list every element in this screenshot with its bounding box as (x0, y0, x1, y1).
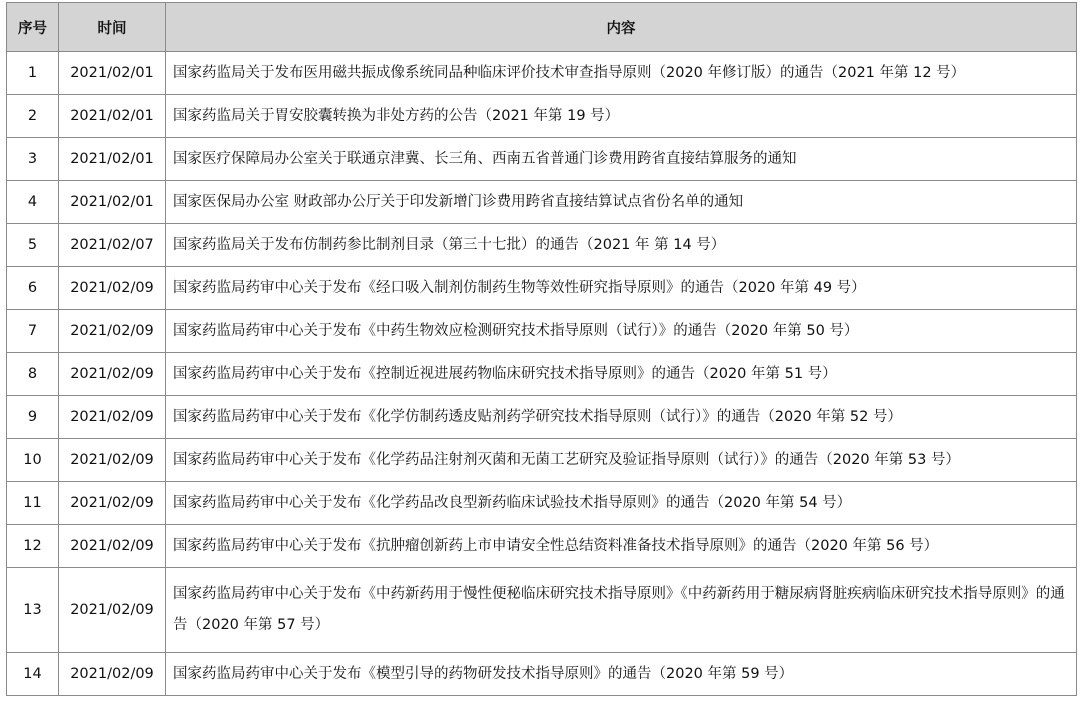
row-date: 2021/02/09 (59, 568, 166, 653)
row-number: 3 (7, 138, 59, 181)
row-number: 7 (7, 310, 59, 353)
header-date: 时间 (59, 3, 166, 52)
row-number: 6 (7, 267, 59, 310)
row-date: 2021/02/09 (59, 439, 166, 482)
table-header-row (7, 3, 1077, 52)
header-content: 内容 (166, 3, 1077, 52)
table-row (7, 568, 1077, 653)
table-row (7, 653, 1077, 696)
row-content: 国家药监局药审中心关于发布《中药生物效应检测研究技术指导原则（试行）》的通告（2020 年第 50 号） (166, 310, 1077, 353)
table-row (7, 525, 1077, 568)
table-row (7, 396, 1077, 439)
row-date: 2021/02/01 (59, 52, 166, 95)
table-row (7, 310, 1077, 353)
row-number: 13 (7, 568, 59, 653)
table-row (7, 138, 1077, 181)
header-no: 序号 (7, 3, 59, 52)
row-content: 国家药监局关于胃安胶囊转换为非处方药的公告（2021 年第 19 号） (166, 95, 1077, 138)
row-number: 8 (7, 353, 59, 396)
row-date: 2021/02/07 (59, 224, 166, 267)
table-row (7, 95, 1077, 138)
row-number: 9 (7, 396, 59, 439)
row-content: 国家药监局药审中心关于发布《经口吸入制剂仿制药生物等效性研究指导原则》的通告（2020 年第 49 号） (166, 267, 1077, 310)
row-content: 国家药监局关于发布仿制药参比制剂目录（第三十七批）的通告（2021 年 第 14 号） (166, 224, 1077, 267)
row-number: 10 (7, 439, 59, 482)
row-date: 2021/02/09 (59, 482, 166, 525)
row-content: 国家医疗保障局办公室关于联通京津冀、长三角、西南五省普通门诊费用跨省直接结算服务的通知 (166, 138, 1077, 181)
table-row (7, 482, 1077, 525)
row-date: 2021/02/09 (59, 653, 166, 696)
row-number: 12 (7, 525, 59, 568)
row-date: 2021/02/01 (59, 138, 166, 181)
row-number: 14 (7, 653, 59, 696)
row-content: 国家药监局药审中心关于发布《中药新药用于慢性便秘临床研究技术指导原则》《中药新药用于糖尿病肾脏疾病临床研究技术指导原则》的通告（2020 年第 57 号） (166, 568, 1077, 653)
row-number: 5 (7, 224, 59, 267)
row-date: 2021/02/01 (59, 95, 166, 138)
table-row (7, 181, 1077, 224)
row-content: 国家药监局药审中心关于发布《抗肿瘤创新药上市申请安全性总结资料准备技术指导原则》的通告（2020 年第 56 号） (166, 525, 1077, 568)
row-content: 国家药监局药审中心关于发布《化学药品注射剂灭菌和无菌工艺研究及验证指导原则（试行）》的通告（2020 年第 53 号） (166, 439, 1077, 482)
row-number: 1 (7, 52, 59, 95)
row-date: 2021/02/09 (59, 396, 166, 439)
table-row (7, 439, 1077, 482)
row-date: 2021/02/09 (59, 310, 166, 353)
row-content: 国家药监局药审中心关于发布《化学仿制药透皮贴剂药学研究技术指导原则（试行）》的通告（2020 年第 52 号） (166, 396, 1077, 439)
table-row (7, 353, 1077, 396)
row-number: 4 (7, 181, 59, 224)
row-date: 2021/02/01 (59, 181, 166, 224)
row-date: 2021/02/09 (59, 525, 166, 568)
row-content: 国家医保局办公室 财政部办公厅关于印发新增门诊费用跨省直接结算试点省份名单的通知 (166, 181, 1077, 224)
announcements-table (6, 2, 1077, 696)
row-content: 国家药监局药审中心关于发布《模型引导的药物研发技术指导原则》的通告（2020 年第 59 号） (166, 653, 1077, 696)
row-date: 2021/02/09 (59, 267, 166, 310)
row-number: 2 (7, 95, 59, 138)
table-row (7, 267, 1077, 310)
table-row (7, 224, 1077, 267)
table-row (7, 52, 1077, 95)
row-number: 11 (7, 482, 59, 525)
row-content: 国家药监局药审中心关于发布《化学药品改良型新药临床试验技术指导原则》的通告（2020 年第 54 号） (166, 482, 1077, 525)
row-content: 国家药监局关于发布医用磁共振成像系统同品种临床评价技术审查指导原则（2020 年修订版）的通告（2021 年第 12 号） (166, 52, 1077, 95)
row-date: 2021/02/09 (59, 353, 166, 396)
row-content: 国家药监局药审中心关于发布《控制近视进展药物临床研究技术指导原则》的通告（2020 年第 51 号） (166, 353, 1077, 396)
